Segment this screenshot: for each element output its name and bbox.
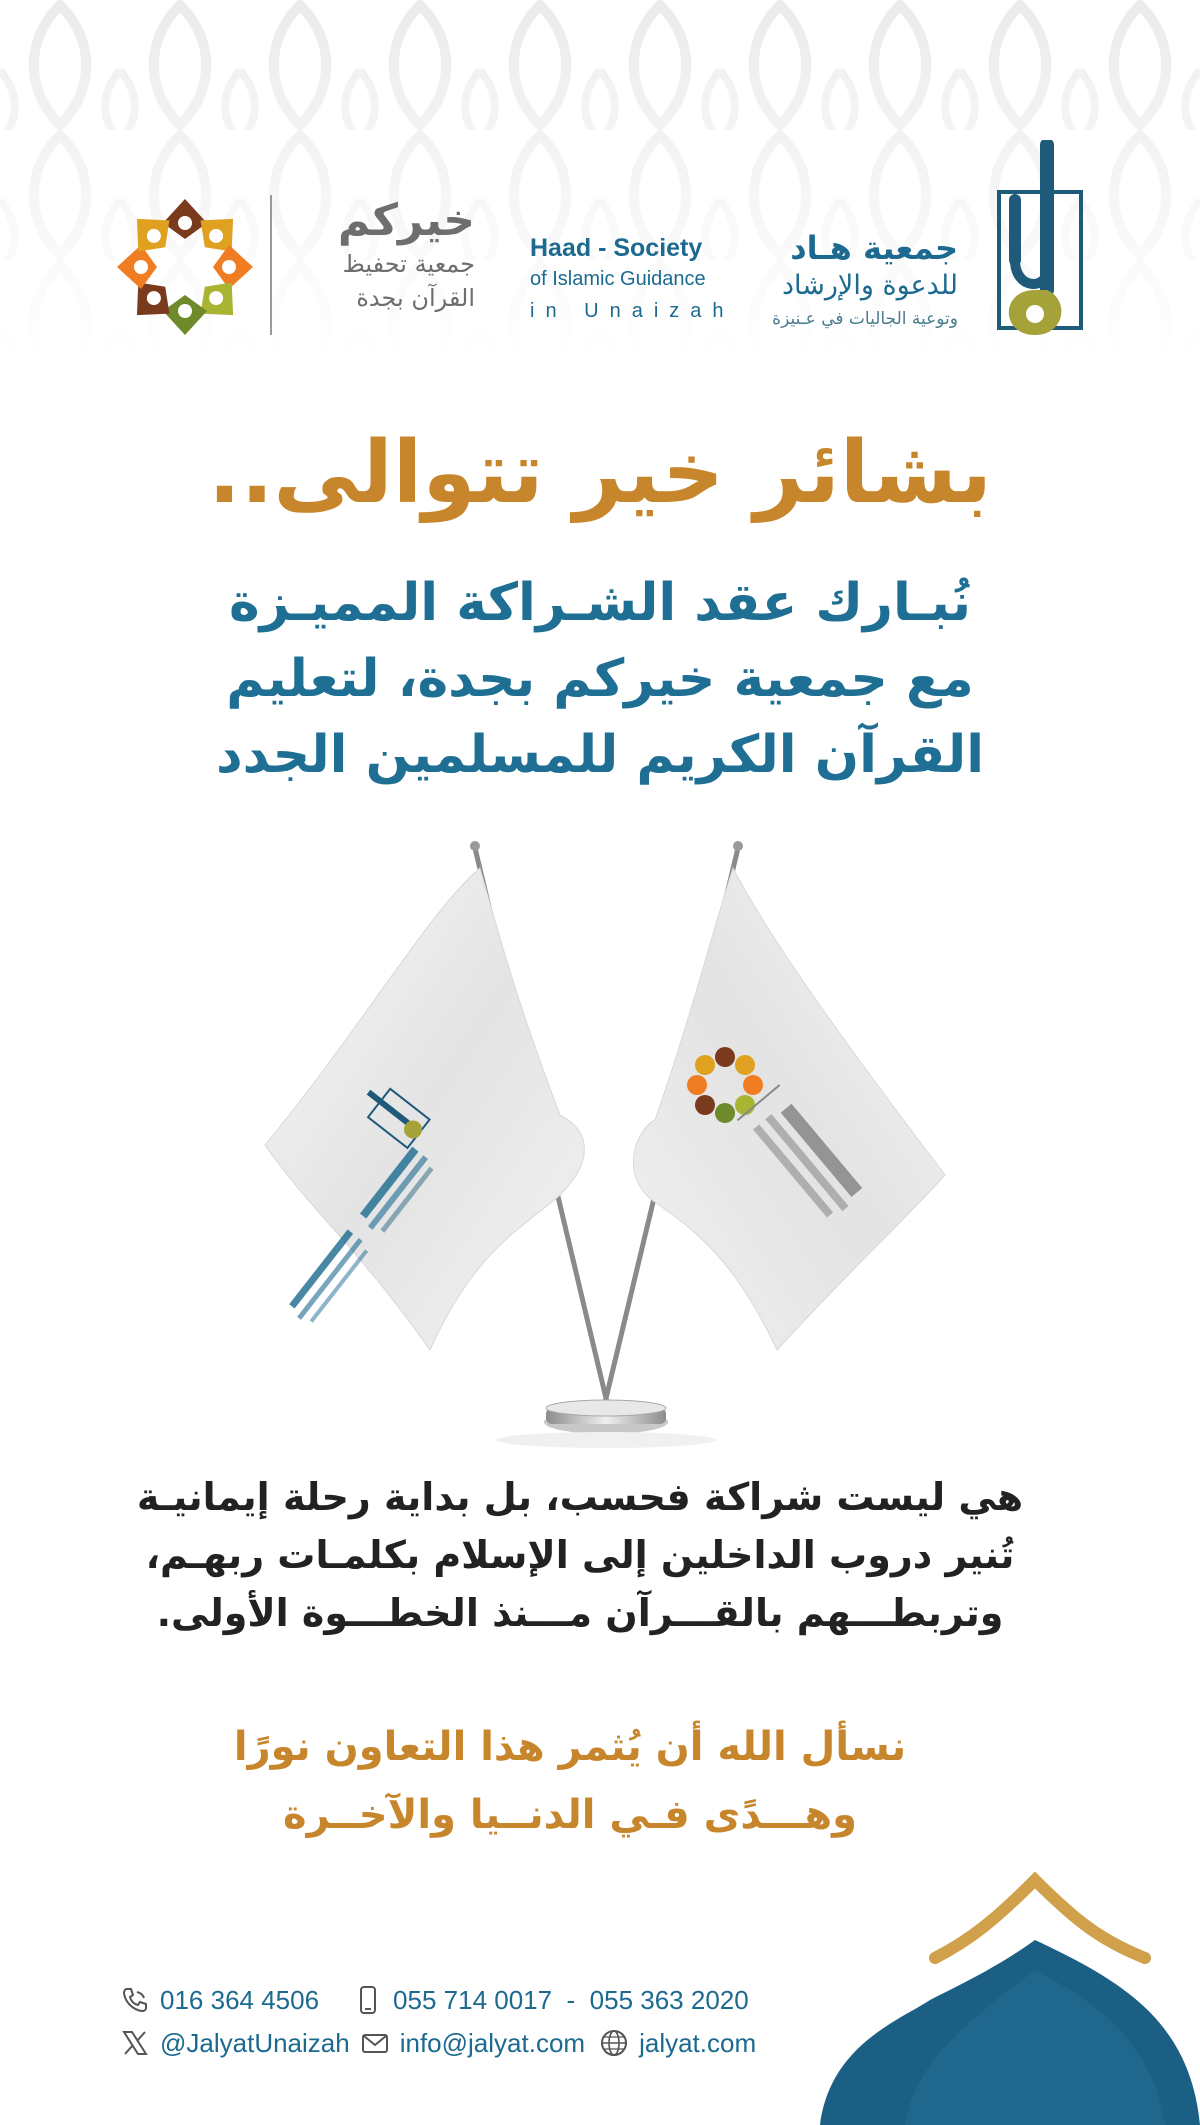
haad-en-line3: in Unaizah xyxy=(530,300,735,322)
subheading-line3: القرآن الكريم للمسلمين الجدد xyxy=(215,725,985,785)
phone-icon xyxy=(120,1985,150,2015)
body-line1: هي ليست شراكة فحسب، بل بداية رحلة إيمانيـة xyxy=(136,1475,1024,1519)
website-link[interactable]: jalyat.com xyxy=(639,2027,757,2058)
prayer-text xyxy=(160,1713,980,1849)
body-line3: وتربطـــهم بالقـــرآن مـــنذ الخطـــوة الأولى. xyxy=(156,1591,1004,1635)
prayer-line1: نسأل الله أن يُثمر هذا التعاون نورًا xyxy=(233,1724,907,1770)
subheading-line1: نُبـارك عقد الشـراكة المميـزة xyxy=(228,573,972,633)
haad-ar-line2: للدعوة والإرشاد xyxy=(782,270,958,301)
haad-en-line2: of Islamic Guidance xyxy=(530,268,706,290)
mobile-icon xyxy=(353,1985,383,2015)
contact-phones-row xyxy=(120,1980,749,2020)
subheading xyxy=(60,565,1140,793)
body-line2: تُنير دروب الداخلين إلى الإسلام بكلمـات ربهـم، xyxy=(145,1533,1015,1577)
khairukum-flag xyxy=(633,868,945,1350)
email-icon xyxy=(360,2028,390,2058)
body-paragraph xyxy=(120,1468,1040,1642)
x-icon xyxy=(120,2028,150,2058)
haad-en-line1: Haad - Society xyxy=(530,234,703,262)
headline: بشائر خير تتوالى.. xyxy=(208,423,992,523)
subheading-line2: مع جمعية خيركم بجدة، لتعليم xyxy=(226,649,974,709)
khairukum-logo-text xyxy=(285,195,475,315)
khairukum-logo xyxy=(115,195,475,345)
landline-number[interactable]: 016 364 4506 xyxy=(160,1984,320,2015)
haad-logo-mark-icon xyxy=(985,140,1095,340)
khairukum-name: خيركم xyxy=(337,195,475,246)
prayer-line2: وهـــدًى فـي الدنــيا والآخــرة xyxy=(282,1792,858,1838)
haad-flag xyxy=(250,868,584,1350)
haad-logo-english xyxy=(530,232,740,328)
logo-divider xyxy=(270,195,272,335)
mobile-numbers[interactable]: 055 714 0017 - 055 363 2020 xyxy=(393,1984,749,2015)
khairukum-line2: القرآن بجدة xyxy=(356,284,475,312)
crossed-flags-image xyxy=(250,830,1050,1450)
khairukum-line1: جمعية تحفيظ xyxy=(342,250,475,278)
x-handle[interactable]: @JalyatUnaizah xyxy=(160,2027,350,2058)
khairukum-logo-mark-icon xyxy=(115,195,255,335)
email-address[interactable]: info@jalyat.com xyxy=(399,2027,586,2058)
haad-logo xyxy=(530,140,1090,340)
contact-online-row xyxy=(120,2023,756,2063)
haad-logo-arabic xyxy=(748,228,958,334)
haad-ar-line1: جمعية هـاد xyxy=(790,229,958,267)
mosque-dome-decoration xyxy=(820,1870,1200,2125)
globe-icon xyxy=(599,2028,629,2058)
haad-ar-line3: وتوعية الجاليات في عـنيزة xyxy=(772,309,958,329)
